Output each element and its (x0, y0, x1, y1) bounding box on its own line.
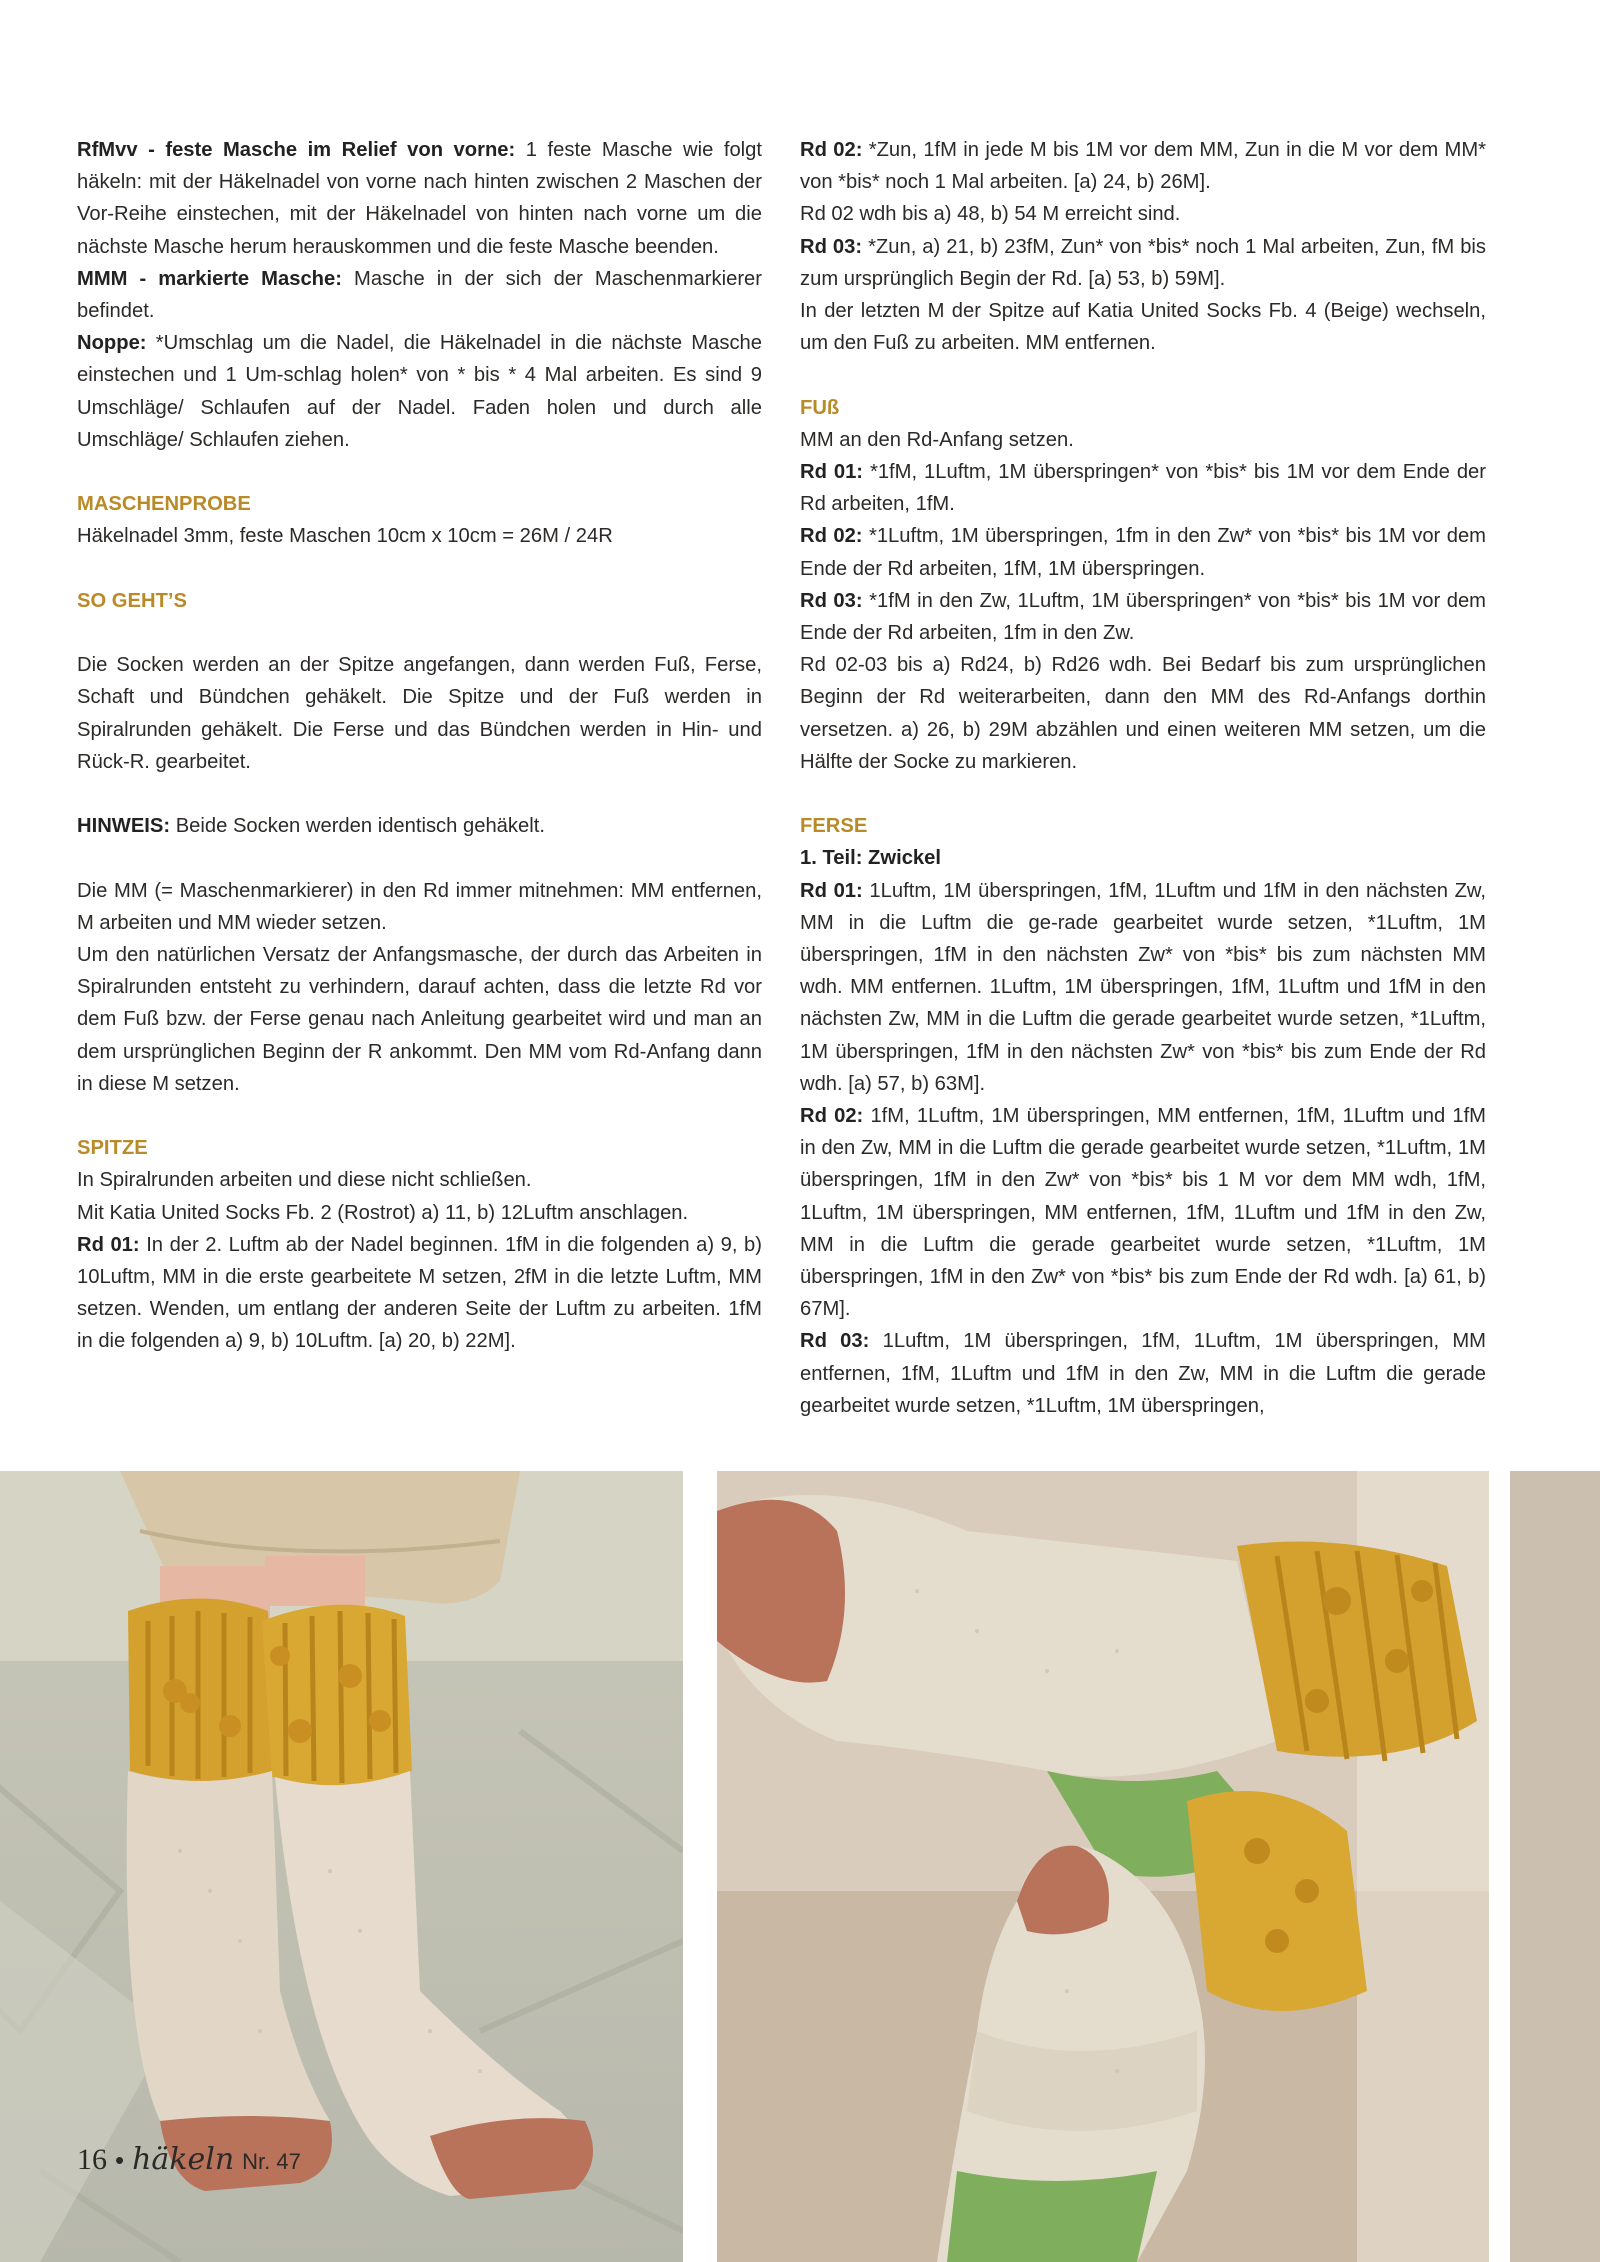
photo-strip-right (1510, 1471, 1600, 2262)
round-term: Rd 03: (800, 235, 863, 258)
left-column (77, 134, 762, 1358)
definition-term: RfMvv - feste Masche im Relief von vorne: (77, 139, 516, 161)
heading-ferse: FERSE (800, 815, 868, 838)
mm-text-1: Die MM (= Maschenmarkierer) in den Rd immer mitnehmen: MM entfernen, M arbeiten und MM wieder setzen. (77, 879, 762, 934)
definition-text: Masche in der sich der Maschenmarkierer befindet. (77, 267, 762, 323)
round-text: *1Luftm, 1M überspringen, 1fm in den Zw* von *bis* bis 1M vor dem Ende der Rd arbeiten, 1fM, 1M überspringen. (800, 525, 1486, 580)
spitze-rd01 (77, 1229, 762, 1358)
spitze-wechsel: In der letzten M der Spitze auf Katia United Socks Fb. 4 (Beige) wechseln, um den Fuß zu arbeiten. MM entfernen. (800, 300, 1486, 355)
round-term: Rd 01: (77, 1233, 140, 1256)
hinweis (77, 810, 762, 842)
round-term: Rd 03: (800, 1330, 870, 1353)
definition-term: MMM - markierte Masche: (77, 267, 342, 290)
definition-term: Noppe: (77, 332, 147, 355)
spitze-text-1: In Spiralrunden arbeiten und diese nicht schließen. (77, 1169, 532, 1192)
round-text: *1fM, 1Luftm, 1M überspringen* von *bis* bis 1M vor dem Ende der Rd arbeiten, 1fM. (800, 461, 1486, 516)
ferse-subheading (800, 842, 1486, 874)
fuss-rd01 (800, 456, 1486, 520)
magazine-name: häkeln (132, 2142, 235, 2177)
hinweis-text: Beide Socken werden identisch gehäkelt. (170, 815, 545, 838)
round-text: 1Luftm, 1M überspringen, 1fM, 1Luftm, 1M überspringen, MM entfernen, 1fM, 1Luftm und 1fM in den Zw, MM in die Luftm die gerade gearbeitet wurde setzen, *1Luftm, 1M überspringen, (800, 1330, 1486, 1417)
spitze-rd02-wdh: Rd 02 wdh bis a) 48, b) 54 M erreicht sind. (800, 203, 1181, 226)
round-text: 1fM, 1Luftm, 1M überspringen, MM entfernen, 1fM, 1Luftm und 1fM in den Zw, MM in die Luftm die gerade gearbeitet wurde setzen, *1Luftm, 1M überspringen, 1fM in den Zw* von *bis* bis 1 M vor dem MM wdh, 1fM, 1Luftm, 1M überspringen, MM entfernen, 1fM, 1Luftm und 1fM in den Zw, MM in die Luftm die gerade gearbeitet wurde setzen, *1Luftm, 1M überspringen, 1fM in den Zw* von *bis* bis zum Ende der Rd wdh. [a) 61, b) 67M]. (800, 1105, 1487, 1321)
mm-text-2: Um den natürlichen Versatz der Anfangsmasche, der durch das Arbeiten in Spiralrunden entsteht zu verhindern, darauf achten, dass die letzte Rd vor dem Fuß bzw. der Ferse genau nach Anleitung gearbeitet wird und man an dem ursprünglichen Beginn der R ankommt. Den MM vom Rd-Anfang dann in diese M setzen. (77, 944, 762, 1095)
fuss-rd03 (800, 585, 1486, 649)
round-text: *Zun, 1fM in jede M bis 1M vor dem MM, Zun in die M vor dem MM* von *bis* noch 1 Mal arbeiten. [a) 24, b) 26M]. (800, 139, 1486, 194)
round-text: *1fM in den Zw, 1Luftm, 1M überspringen* von *bis* bis 1M vor dem Ende der Rd arbeiten, 1fm in den Zw. (800, 589, 1486, 645)
ferse-rd01 (800, 875, 1486, 1100)
round-text: 1Luftm, 1M überspringen, 1fM, 1Luftm und 1fM in den nächsten Zw, MM in die Luftm die ge-rade gearbeitet wurde setzen, *1Luftm, 1M überspringen, 1fM in den nächsten Zw* von *bis* bis zum nächsten MM wdh. MM entfernen. 1Luftm, 1M überspringen, 1fM, 1Luftm und 1fM in den nächsten Zw, MM in die Luftm die gerade gearbeitet wurde setzen, *1Luftm, 1M überspringen, 1fM in den nächsten Zw* von *bis* bis zum Ende der Rd wdh. [a) 57, b) 63M]. (800, 879, 1486, 1095)
fuss-wdh: Rd 02-03 bis a) Rd24, b) Rd26 wdh. Bei Bedarf bis zum ursprünglichen Beginn der Rd weiterarbeiten, dann den MM des Rd-Anfangs dorthin versetzen. a) 26, b) 29M abzählen und einen weiteren MM setzen, um die Hälfte der Socke zu markieren. (800, 654, 1486, 773)
spitze-rd02 (800, 134, 1486, 198)
heading-so-gehts: SO GEHT’S (77, 589, 187, 612)
definition-noppe (77, 327, 762, 456)
heading-spitze: SPITZE (77, 1137, 148, 1160)
round-term: Rd 02: (800, 139, 863, 161)
fuss-rd02 (800, 520, 1486, 584)
round-term: Rd 01: (800, 461, 864, 484)
ferse-rd02 (800, 1100, 1486, 1325)
heading-fuss: FUß (800, 396, 840, 419)
hinweis-term: HINWEIS: (77, 815, 171, 838)
fuss-intro: MM an den Rd-Anfang setzen. (800, 428, 1074, 451)
heading-maschenprobe: MASCHENPROBE (77, 493, 251, 516)
spitze-rd03 (800, 231, 1486, 295)
right-column (800, 134, 1486, 1422)
issue-number: Nr. 47 (242, 2149, 301, 2174)
so-gehts-text: Die Socken werden an der Spitze angefangen, dann werden Fuß, Ferse, Schaft und Bündchen gehäkelt. Die Spitze und der Fuß werden in Spiralrunden gehäkelt. Die Ferse und das Bündchen werden in Hin- und Rück-R. gearbeitet. (77, 654, 762, 773)
ferse-rd03 (800, 1325, 1486, 1422)
definition-text: 1 feste Masche wie folgt häkeln: mit der Häkelnadel von vorne nach hinten zwischen 2 Maschen der Vor-Reihe einstechen, mit der Häkelnadel von hinten nach vorne um die nächste Masche herum herauskommen und die feste Masche beenden. (77, 139, 763, 258)
round-text: *Zun, a) 21, b) 23fM, Zun* von *bis* noch 1 Mal arbeiten, Zun, fM bis zum ursprünglich Begin der Rd. [a) 53, b) 59M]. (800, 235, 1486, 290)
maschenprobe-text: Häkelnadel 3mm, feste Maschen 10cm x 10cm = 26M / 24R (77, 525, 613, 548)
page-footer (77, 2142, 301, 2186)
spitze-text-2: Mit Katia United Socks Fb. 2 (Rostrot) a) 11, b) 12Luftm anschlagen. (77, 1201, 689, 1224)
footer-bullet: • (115, 2145, 125, 2175)
round-term: Rd 02: (800, 525, 863, 548)
photo-feet-socks (717, 1471, 1489, 2262)
definition-mmm (77, 263, 762, 327)
round-term: Rd 02: (800, 1105, 864, 1128)
definition-text: *Umschlag um die Nadel, die Häkelnadel in die nächste Masche einstechen und 1 Um-schlag holen* von * bis * 4 Mal arbeiten. Es sind 9 Umschläge/ Schlaufen auf der Nadel. Faden holen und durch alle Umschläge/ Schlaufen ziehen. (77, 332, 762, 451)
round-term: Rd 03: (800, 589, 863, 612)
subheading-text: 1. Teil: Zwickel (800, 847, 941, 870)
round-term: Rd 01: (800, 879, 863, 902)
round-text: In der 2. Luftm ab der Nadel beginnen. 1fM in die folgenden a) 9, b) 10Luftm, MM in die erste gearbeitete M setzen, 2fM in die letzte Luftm, MM setzen. Wenden, um entlang der anderen Seite der Luftm zu arbeiten. 1fM in die folgenden a) 9, b) 10Luftm. [a) 20, b) 22M]. (77, 1233, 762, 1353)
definition-rfmvv (77, 134, 762, 263)
page-number: 16 (77, 2143, 107, 2176)
